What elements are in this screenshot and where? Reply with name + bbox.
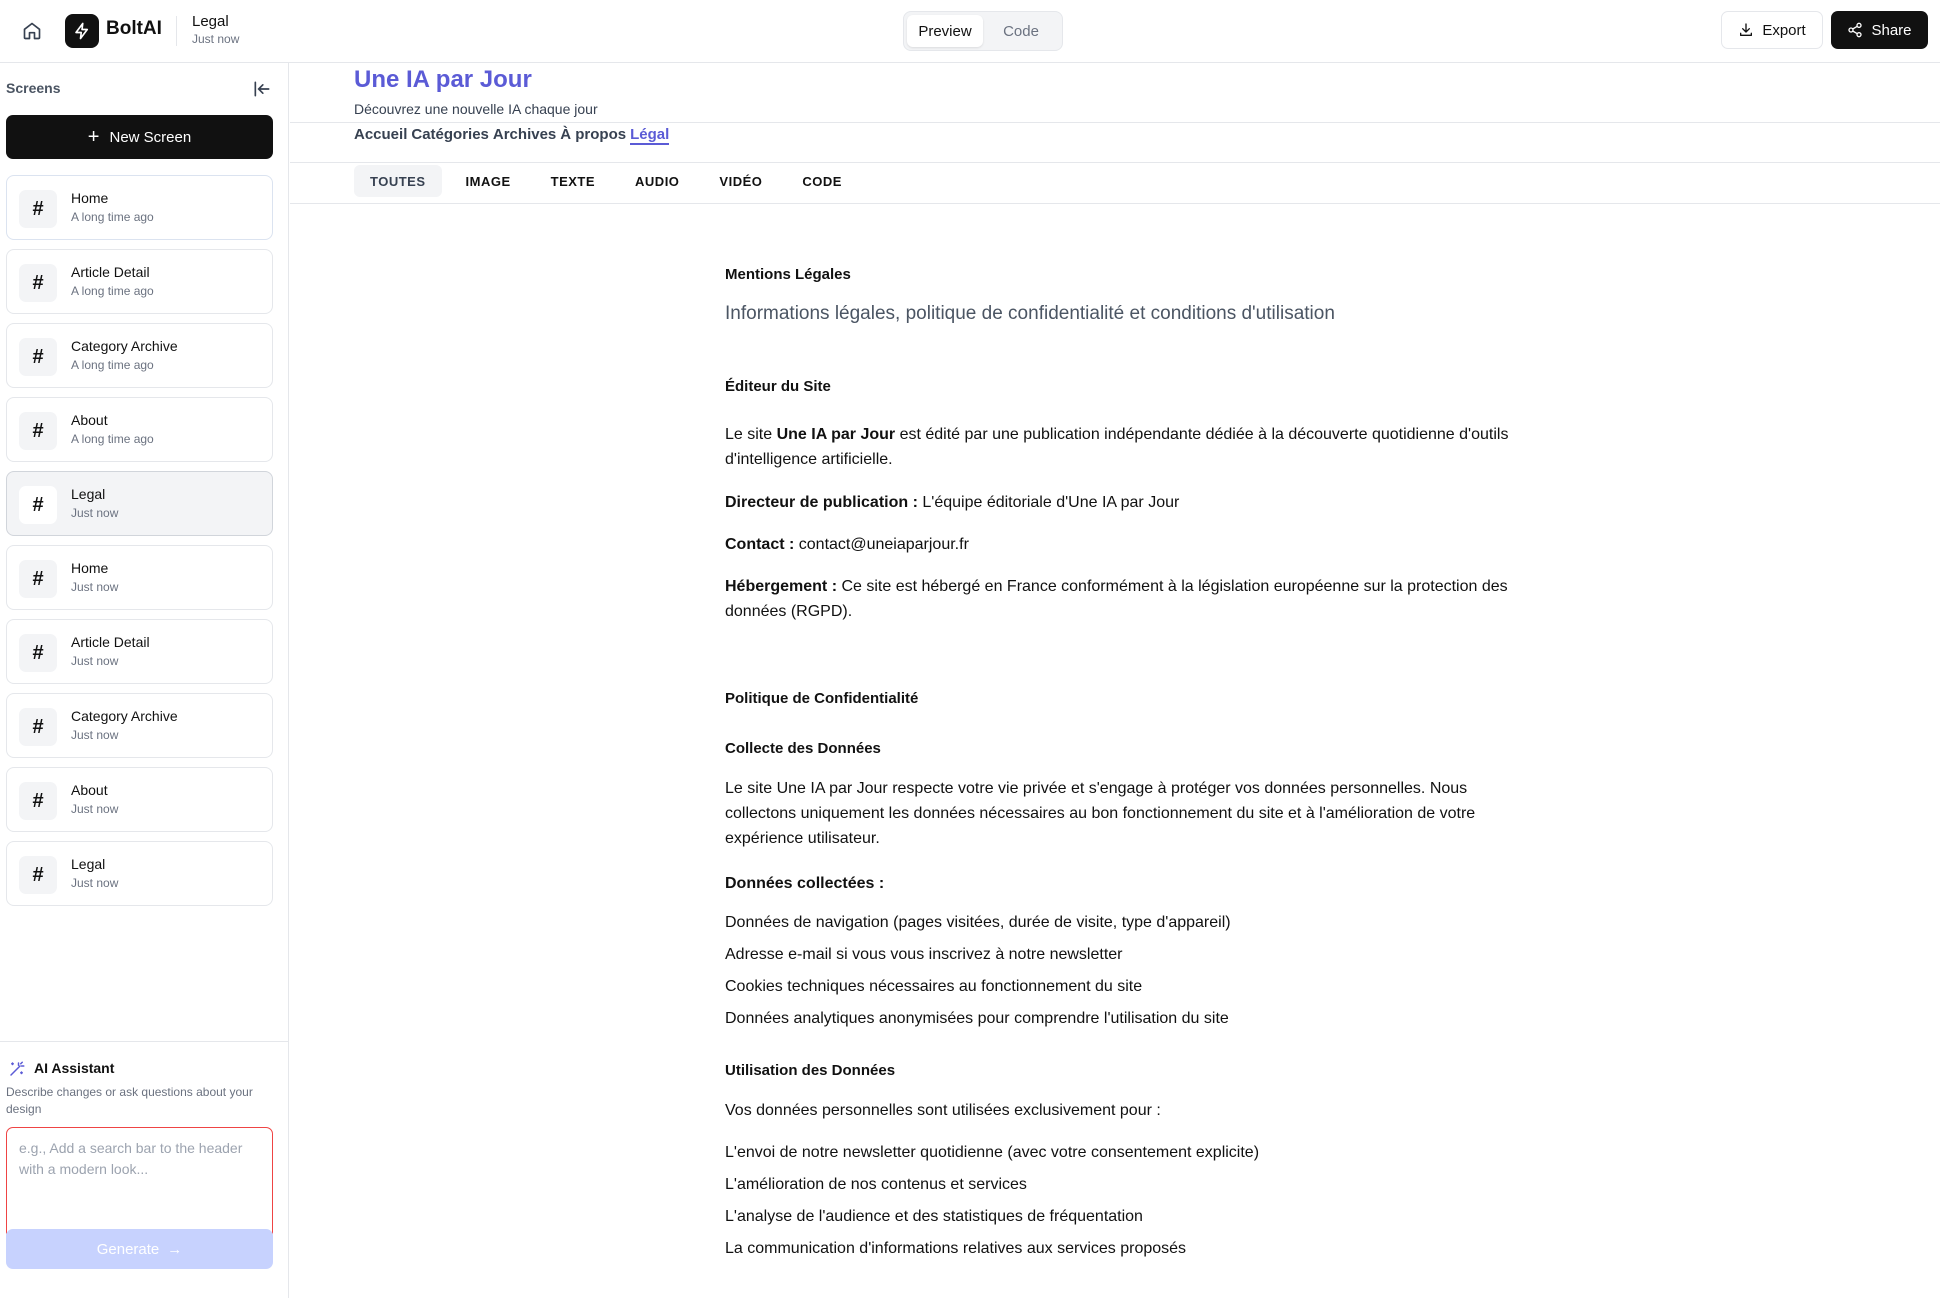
screen-item-time: Just now xyxy=(71,802,119,816)
filter-code[interactable]: CODE xyxy=(802,173,842,189)
screen-item-category-archive[interactable] xyxy=(6,323,273,388)
hash-icon: # xyxy=(19,856,57,894)
editor-heading: Éditeur du Site xyxy=(725,378,831,395)
screen-item-time: Just now xyxy=(71,876,119,890)
list-item: Cookies techniques nécessaires au fonctionnement du site xyxy=(725,978,1143,995)
site-title[interactable]: Une IA par Jour xyxy=(354,66,532,93)
magic-wand-icon xyxy=(8,1060,26,1078)
screen-item-name: Category Archive xyxy=(71,338,178,354)
preview-tab[interactable]: Preview xyxy=(907,15,983,47)
screen-item-article-detail-2[interactable] xyxy=(6,619,273,684)
contact-value[interactable]: contact@uneiaparjour.fr xyxy=(794,536,969,553)
screen-item-category-archive-2[interactable] xyxy=(6,693,273,758)
list-item: L'amélioration de nos contenus et services xyxy=(725,1176,1027,1193)
text: Le site xyxy=(725,426,777,443)
page-title: Mentions Légales xyxy=(725,266,851,283)
home-button[interactable] xyxy=(16,16,48,46)
ai-assistant-title: AI Assistant xyxy=(34,1060,115,1076)
collected-label xyxy=(725,871,1515,896)
hash-icon: # xyxy=(19,560,57,598)
hash-icon: # xyxy=(19,634,57,672)
editor-paragraph xyxy=(725,422,1515,472)
view-toggle xyxy=(903,11,1063,51)
screen-item-legal-selected[interactable] xyxy=(6,471,273,536)
screen-item-about[interactable] xyxy=(6,397,273,462)
usage-heading: Utilisation des Données xyxy=(725,1062,896,1079)
category-filter-bar xyxy=(354,165,858,197)
collect-paragraph: Le site Une IA par Jour respecte votre vie privée et s'engage à protéger vos données personnelles. Nous collectons uniquement les données nécessaires au bon fonctionnement du site et à l'amélioration de votre expérience utilisateur. xyxy=(725,780,1476,847)
page-lead: Informations légales, politique de confidentialité et conditions d'utilisation xyxy=(725,303,1335,324)
filter-video[interactable]: VIDÉO xyxy=(719,173,763,189)
filter-image[interactable]: IMAGE xyxy=(465,173,511,189)
site-name-bold: Une IA par Jour xyxy=(776,426,896,443)
privacy-heading: Politique de Confidentialité xyxy=(725,690,919,707)
hosting-value: Ce site est hébergé en France conformément à la législation européenne sur la protection des données (RGPD). xyxy=(725,578,1508,620)
hash-icon: # xyxy=(19,264,57,302)
filter-audio[interactable]: AUDIO xyxy=(635,173,680,189)
divider xyxy=(290,162,1940,163)
nav-link-archives[interactable]: Archives xyxy=(492,126,557,143)
usage-paragraph: Vos données personnelles sont utilisées exclusivement pour : xyxy=(725,1102,1161,1119)
screen-item-name: Category Archive xyxy=(71,708,178,724)
hash-icon: # xyxy=(19,412,57,450)
screen-item-time: A long time ago xyxy=(71,358,154,372)
list-item: L'envoi de notre newsletter quotidienne (avec votre consentement explicite) xyxy=(725,1144,1260,1161)
arrow-right-icon: → xyxy=(167,1240,183,1258)
site-nav xyxy=(354,126,669,145)
download-icon xyxy=(1738,22,1754,38)
ai-prompt-input[interactable] xyxy=(6,1127,273,1239)
preview-canvas xyxy=(290,63,1940,1298)
filter-toutes[interactable]: TOUTES xyxy=(354,165,442,197)
home-icon xyxy=(22,21,42,41)
list-item: Données analytiques anonymisées pour comprendre l'utilisation du site xyxy=(725,1010,1229,1027)
share-icon xyxy=(1847,22,1863,38)
screen-item-name: Article Detail xyxy=(71,634,150,650)
screen-item-time: Just now xyxy=(71,654,119,668)
hosting-line xyxy=(725,574,1515,624)
hash-icon: # xyxy=(19,708,57,746)
bolt-icon xyxy=(73,21,91,41)
plus-icon: + xyxy=(87,126,100,148)
screen-item-home[interactable] xyxy=(6,175,273,240)
list-item: L'analyse de l'audience et des statistiques de fréquentation xyxy=(725,1208,1143,1225)
hash-icon: # xyxy=(19,782,57,820)
top-bar xyxy=(0,0,1940,63)
ai-assistant-description: Describe changes or ask questions about your design xyxy=(6,1085,253,1116)
screen-item-name: Legal xyxy=(71,856,106,872)
screen-item-time: A long time ago xyxy=(71,210,154,224)
nav-link-a-propos[interactable]: À propos xyxy=(560,126,627,143)
export-label: Export xyxy=(1762,21,1806,39)
text: est édité par une publication indépendante dédiée à la découverte quotidienne d'outils d'intelligence artificielle. xyxy=(725,426,1509,468)
divider xyxy=(176,16,177,46)
screen-item-time: Just now xyxy=(71,728,119,742)
current-screen-name: Legal xyxy=(192,13,229,30)
collapse-sidebar-button[interactable] xyxy=(252,79,272,99)
share-button[interactable] xyxy=(1831,11,1928,49)
collect-heading: Collecte des Données xyxy=(725,740,881,757)
export-button[interactable] xyxy=(1721,11,1823,49)
generate-button[interactable] xyxy=(6,1229,273,1269)
nav-link-categories[interactable]: Catégories xyxy=(411,126,489,143)
collected-label-text: Données collectées : xyxy=(725,875,885,892)
hash-icon: # xyxy=(19,190,57,228)
share-label: Share xyxy=(1871,21,1912,39)
screen-item-time: Just now xyxy=(71,580,119,594)
site-tagline: Découvrez une nouvelle IA chaque jour xyxy=(354,101,598,117)
screen-item-article-detail[interactable] xyxy=(6,249,273,314)
screen-item-name: Home xyxy=(71,190,109,206)
director-line xyxy=(725,490,1515,515)
screen-list xyxy=(6,175,273,915)
new-screen-label: New Screen xyxy=(109,128,192,146)
new-screen-button[interactable] xyxy=(6,115,273,159)
sidebar-title: Screens xyxy=(6,80,61,96)
app-name: BoltAI xyxy=(106,18,162,39)
current-screen-time: Just now xyxy=(192,32,240,46)
screen-item-name: Legal xyxy=(71,486,106,502)
nav-link-accueil[interactable]: Accueil xyxy=(354,126,408,143)
screen-item-name: About xyxy=(71,782,108,798)
hash-icon: # xyxy=(19,338,57,376)
filter-texte[interactable]: TEXTE xyxy=(550,173,596,189)
screens-sidebar xyxy=(0,63,289,1298)
code-tab[interactable]: Code xyxy=(1003,22,1039,40)
list-item: Adresse e-mail si vous vous inscrivez à notre newsletter xyxy=(725,946,1123,963)
director-value: L'équipe éditoriale d'Une IA par Jour xyxy=(917,494,1180,511)
contact-label: Contact : xyxy=(725,536,795,553)
contact-line xyxy=(725,532,1515,557)
generate-label: Generate xyxy=(96,1240,160,1258)
list-item: La communication d'informations relatives aux services proposés xyxy=(725,1240,1187,1257)
screen-item-time: Just now xyxy=(71,506,119,520)
screen-item-time: A long time ago xyxy=(71,284,154,298)
screen-item-legal-2[interactable] xyxy=(6,841,273,906)
director-label: Directeur de publication : xyxy=(725,494,918,511)
logo xyxy=(65,14,99,48)
screen-item-time: A long time ago xyxy=(71,432,154,446)
hosting-label: Hébergement : xyxy=(725,578,838,595)
screen-item-name: Article Detail xyxy=(71,264,150,280)
screen-item-name: About xyxy=(71,412,108,428)
site-header xyxy=(290,63,1940,123)
nav-link-legal[interactable]: Légal xyxy=(630,126,670,143)
ai-assistant-panel xyxy=(0,1041,288,1298)
screen-item-home-2[interactable] xyxy=(6,545,273,610)
divider xyxy=(290,203,1940,204)
screen-item-name: Home xyxy=(71,560,109,576)
hash-icon: # xyxy=(19,486,57,524)
collapse-left-icon xyxy=(252,79,272,99)
list-item: Données de navigation (pages visitées, durée de visite, type d'appareil) xyxy=(725,914,1231,931)
screen-item-about-2[interactable] xyxy=(6,767,273,832)
